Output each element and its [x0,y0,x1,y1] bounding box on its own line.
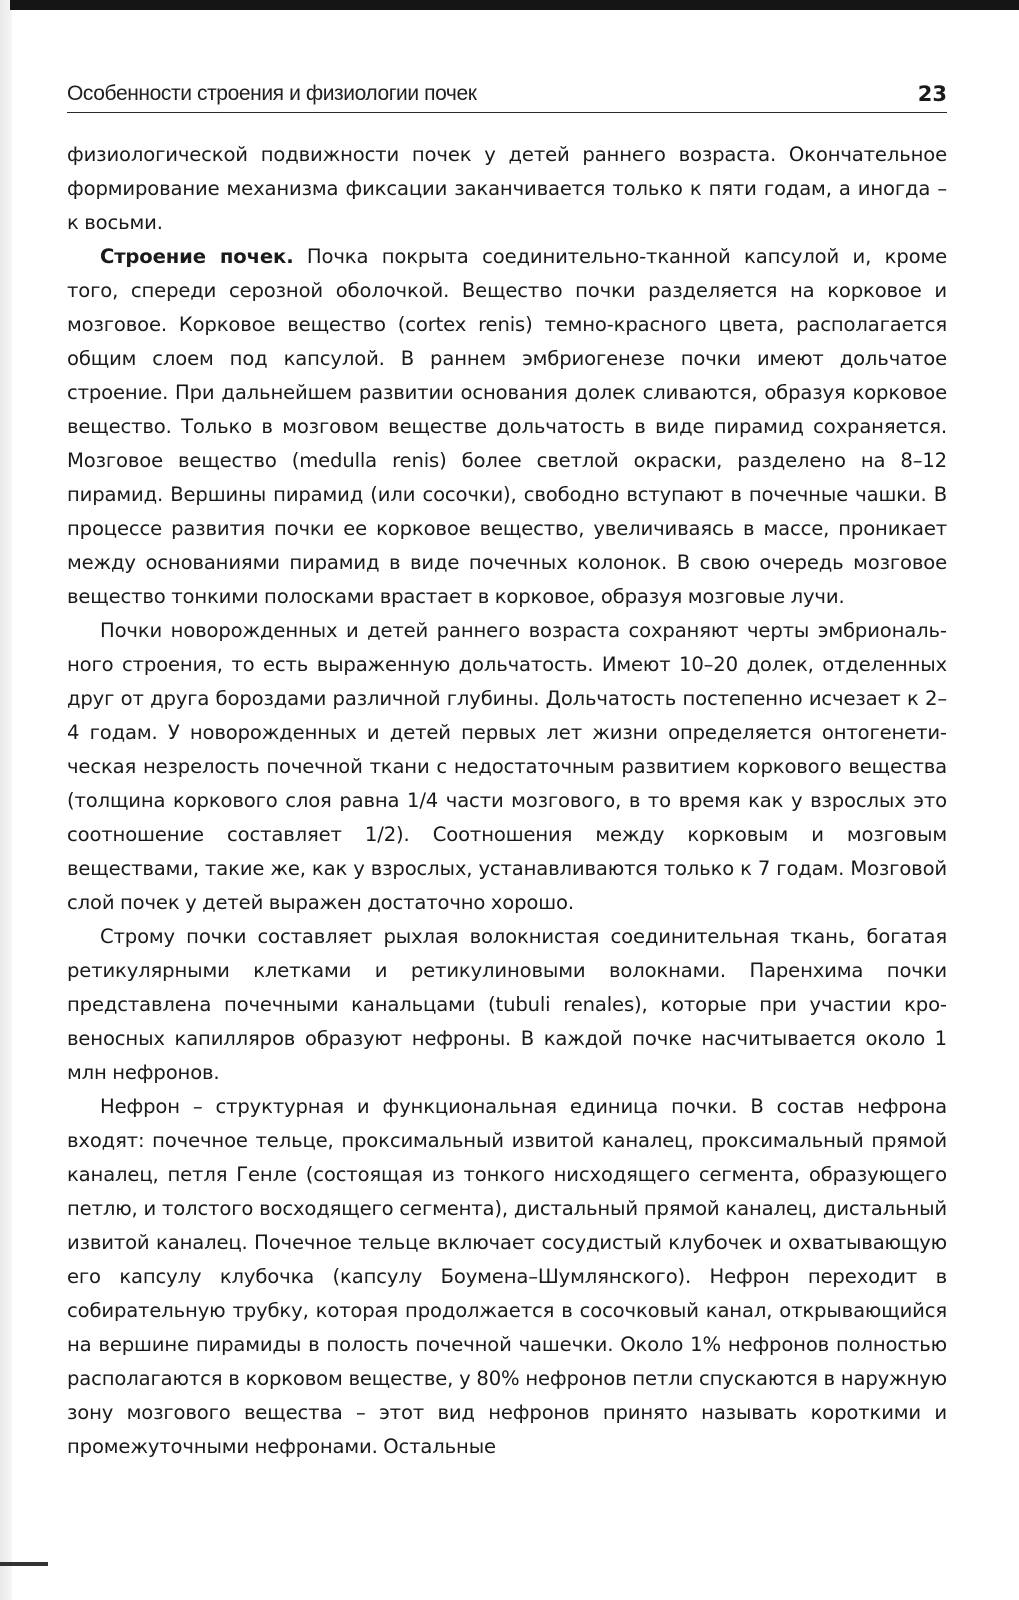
paragraph-continuation [67,138,947,240]
scan-page-edge [0,0,12,1600]
paragraph-text: физиологической подвижности почек у детей раннего возраста. Окончательное формирование механизма фиксации заканчивается только к пяти годам, а иногда – к восьми. [67,143,947,234]
paragraph-stroma [67,920,947,1090]
section-run-in-heading: Строение почек. [100,245,294,268]
paragraph-text: Строму почки составляет рыхлая волокнистая соединительная ткань, богатая ретикулярными клетками и ретикулиновыми волокнами. Паренхима почки представлена почечными канальцами (tubuli renales), которые при участии кровеносных капилляров образуют нефроны. В каждой почке насчитывается около 1 млн нефронов. [67,925,947,1084]
page-body [67,138,947,1464]
header-rule [67,112,947,113]
paragraph-text: Почки новорожденных и детей раннего возраста сохраняют черты эмбрионального строения, то есть выраженную дольчатость. Имеют 10–20 долек, отделенных друг от друга бороздами различной глубины. Дольчатость постепенно исчезает к 2–4 годам. У новорожденных и детей первых лет жизни определяется онтогенетическая незрелость почечной ткани с недостаточным развитием коркового вещества (толщина коркового слоя равна 1/4 части мозгового, в то время как у взрослых это соотношение составляет 1/2). Соотношения между корковым и мозговым веществами, такие же, как у взрослых, устанавливаются только к 7 годам. Мозговой слой почек у детей выражен достаточно хорошо. [67,619,947,914]
paragraph-text: Почка покрыта соединительно-тканной капсулой и, кроме того, спереди серозной оболочкой. Вещество почки разделяется на корковое и мозговое. Корковое вещество (cortex renis) темно-красного цвета, располагается общим слоем под капсулой. В раннем эмбриогенезе почки имеют дольчатое строение. При дальнейшем развитии основания долек сливаются, образуя корковое вещество. Только в мозговом веществе дольчатость в виде пирамид сохраняется. Мозговое вещество (medulla renis) более светлой окраски, разделено на 8–12 пирамид. Вершины пирамид (или сосочки), свободно вступают в почечные чашки. В процессе развития почки ее корковое вещество, увеличиваясь в массе, проникает между основаниями пирамид в виде почечных колонок. В свою очередь мозговое вещество тонкими полосками врастает в корковое, образуя мозговые лучи. [67,245,947,608]
paragraph-kidney-structure [67,240,947,614]
page-number: 23 [917,82,947,106]
paragraph-nephron [67,1090,947,1464]
chapter-title: Особенности строения и физиологии почек [67,82,477,105]
paragraph-text: Нефрон – структурная и функциональная единица почки. В состав нефрона входят: почечное тельце, проксимальный извитой каналец, проксимальный прямой каналец, петля Генле (состоящая из тонкого нисходящего сегмента, образующего петлю, и толстого восходящего сегмента), дистальный прямой каналец, дистальный извитой каналец. Почечное тельце включает сосудистый клубочек и охватывающую его капсулу клубочка (капсулу Боумена–Шумлянского). Нефрон переходит в собирательную трубку, которая продолжается в сосочковый канал, открывающийся на вершине пирамиды в полость почечной чашечки. Около 1% нефронов полностью располагаются в корковом веществе, у 80% нефронов петли спускаются в наружную зону мозгового вещества – этот вид нефронов принято называть короткими и промежуточными нефронами. Остальные [67,1095,947,1458]
scan-top-border [10,0,1019,10]
running-header [67,82,947,116]
scan-bottom-mark [0,1562,48,1566]
paragraph-newborn-kidneys [67,614,947,920]
